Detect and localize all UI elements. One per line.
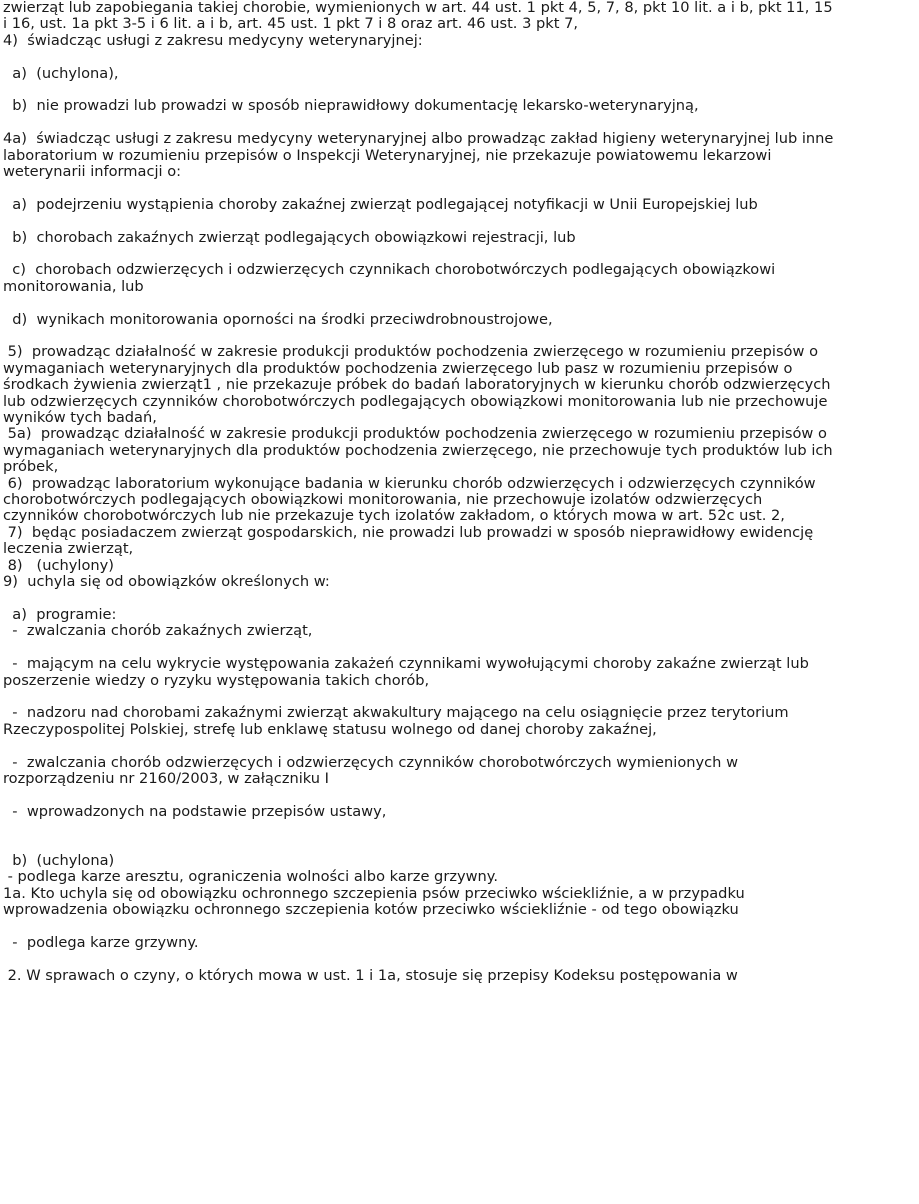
text-line: a) programie: [3, 605, 117, 623]
blank-line [3, 115, 917, 131]
text-line: a) podejrzeniu wystąpienia choroby zakaźnej zwierząt podlegającej notyfikacji w Unii Europejskiej lub [3, 195, 758, 213]
blank-line [3, 837, 917, 853]
text-line: wprowadzenia obowiązku ochronnego szczepienia kotów przeciwko wściekliźnie - od tego obowiązku [3, 901, 739, 919]
text-line: 1a. Kto uchyla się od obowiązku ochronnego szczepienia psów przeciwko wściekliźnie, a w przypadku [3, 884, 745, 902]
blank-line [3, 738, 917, 754]
text-line: czynników chorobotwórczych lub nie przekazuje tych izolatów zakładom, o których mowa w art. 52c ust. 2, [3, 507, 785, 525]
text-line: wymaganiach weterynaryjnych dla produktów pochodzenia zwierzęcego, nie przechowuje tych produktów lub ich [3, 441, 833, 459]
text-line: - zwalczania chorób odzwierzęcych i odzwierzęcych czynników chorobotwórczych wymienionych w [3, 753, 738, 771]
text-line: wymaganiach weterynaryjnych dla produktów pochodzenia zwierzęcego lub pasz w rozumieniu przepisów o [3, 359, 793, 377]
blank-line [3, 180, 917, 196]
blank-line [3, 919, 917, 935]
blank-line [3, 49, 917, 65]
blank-line [3, 689, 917, 705]
text-line: 5) prowadząc działalność w zakresie produkcji produktów pochodzenia zwierzęcego w rozumieniu przepisów o [3, 343, 818, 361]
text-line: - nadzoru nad chorobami zakaźnymi zwierząt akwakultury mającego na celu osiągnięcie przez terytorium [3, 704, 789, 722]
text-line: 4) świadcząc usługi z zakresu medycyny weterynaryjnej: [3, 31, 423, 49]
text-line: zwierząt lub zapobiegania takiej chorobie, wymienionych w art. 44 ust. 1 pkt 4, 5, 7, 8, pkt 10 lit. a i b, pkt 11, 15 [3, 0, 833, 16]
text-line: Rzeczypospolitej Polskiej, strefę lub enklawę statusu wolnego od danej choroby zakaźnej, [3, 720, 657, 738]
text-line: rozporządzeniu nr 2160/2003, w załączniku I [3, 769, 329, 787]
text-line: - zwalczania chorób zakaźnych zwierząt, [3, 622, 313, 640]
blank-line [3, 820, 917, 836]
blank-line [3, 640, 917, 656]
blank-line [3, 213, 917, 229]
text-line: weterynarii informacji o: [3, 163, 182, 181]
text-line: - wprowadzonych na podstawie przepisów ustawy, [3, 802, 387, 820]
blank-line [3, 82, 917, 98]
text-line: wyników tych badań, [3, 409, 157, 427]
text-line: c) chorobach odzwierzęcych i odzwierzęcych czynnikach chorobotwórczych podlegających obowiązkowi [3, 261, 776, 279]
text-line: 8) (uchylony) [3, 556, 114, 574]
text-line: monitorowania, lub [3, 277, 144, 295]
text-line: a) (uchylona), [3, 64, 119, 82]
text-line: 5a) prowadząc działalność w zakresie produkcji produktów pochodzenia zwierzęcego w rozumieniu przepisów o [3, 425, 827, 443]
text-line: 9) uchyla się od obowiązków określonych w: [3, 573, 330, 591]
blank-line [3, 951, 917, 967]
text-line: i 16, ust. 1a pkt 3-5 i 6 lit. a i b, art. 45 ust. 1 pkt 7 i 8 oraz art. 46 ust. 3 pkt 7, [3, 15, 578, 33]
blank-line [3, 591, 917, 607]
text-line: 2. W sprawach o czyny, o których mowa w ust. 1 i 1a, stosuje się przepisy Kodeksu postępowania w [3, 966, 738, 984]
blank-line [3, 246, 917, 262]
text-line: - podlega karze grzywny. [3, 933, 199, 951]
text-line: 6) prowadząc laboratorium wykonujące badania w kierunku chorób odzwierzęcych i odzwierzęcych czynników [3, 474, 816, 492]
text-line: 4a) świadcząc usługi z zakresu medycyny weterynaryjnej albo prowadząc zakład higieny weterynaryjnej lub inne [3, 130, 834, 148]
blank-line [3, 328, 917, 344]
text-line: leczenia zwierząt, [3, 540, 134, 558]
text-line: b) chorobach zakaźnych zwierząt podlegających obowiązkowi rejestracji, lub [3, 228, 576, 246]
text-line: lub odzwierzęcych czynników chorobotwórczych podlegających obowiązkowi monitorowania lub nie przechowuje [3, 392, 828, 410]
text-line: laboratorium w rozumieniu przepisów o Inspekcji Weterynaryjnej, nie przekazuje powiatowemu lekarzowi [3, 146, 772, 164]
text-line: d) wynikach monitorowania oporności na środki przeciwdrobnoustrojowe, [3, 310, 553, 328]
text-line: b) nie prowadzi lub prowadzi w sposób nieprawidłowy dokumentację lekarsko-weterynaryjną, [3, 97, 699, 115]
text-line: - podlega karze aresztu, ograniczenia wolności albo karze grzywny. [3, 868, 498, 886]
document-text [3, 0, 917, 984]
blank-line [3, 787, 917, 803]
text-line: chorobotwórczych podlegających obowiązkowi monitorowania, nie przechowuje izolatów odzwierzęcych [3, 491, 763, 509]
text-line: - mającym na celu wykrycie występowania zakażeń czynnikami wywołującymi choroby zakaźne zwierząt lub [3, 655, 809, 673]
text-line: środkach żywienia zwierząt1 , nie przekazuje próbek do badań laboratoryjnych w kierunku chorób odzwierzęcych [3, 376, 831, 394]
text-line: 7) będąc posiadaczem zwierząt gospodarskich, nie prowadzi lub prowadzi w sposób nieprawidłowy ewidencję [3, 523, 814, 541]
text-line: poszerzenie wiedzy o ryzyku występowania takich chorób, [3, 671, 430, 689]
text-line: próbek, [3, 458, 59, 476]
blank-line [3, 295, 917, 311]
text-line: b) (uchylona) [3, 851, 115, 869]
